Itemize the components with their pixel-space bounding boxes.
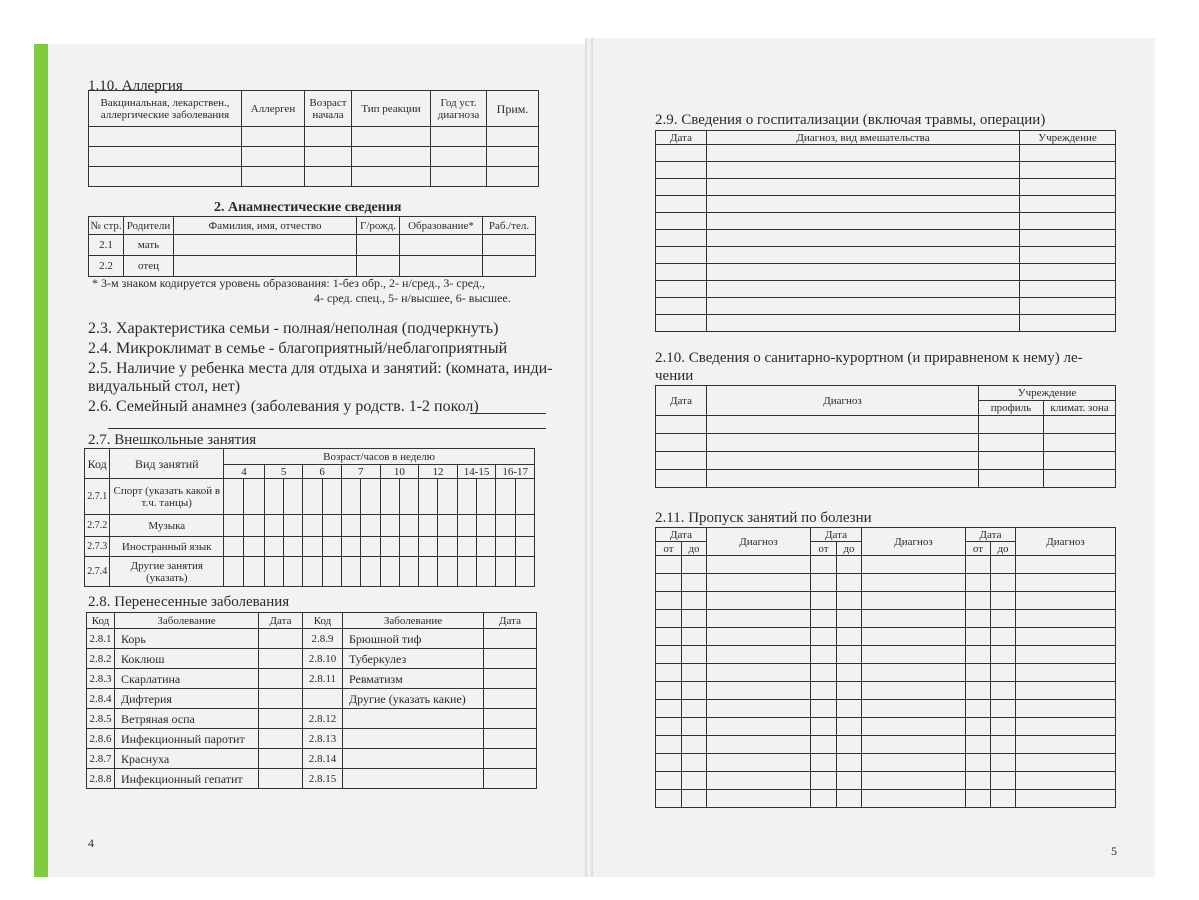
disease-code: 2.8.10	[303, 649, 343, 669]
table-row[interactable]	[656, 718, 1116, 736]
table-row[interactable]	[89, 127, 539, 147]
disease-code: 2.8.3	[87, 669, 115, 689]
extracurricular-table	[84, 448, 535, 587]
sanatorium-title-cont: чении	[655, 368, 694, 384]
education-footnote-cont: 4- сред. спец., 5- н/высшее, 6- высшее.	[314, 291, 511, 305]
disease-code: 2.8.4	[87, 689, 115, 709]
absence-date-header: Дата	[811, 528, 862, 542]
absence-from-header: от	[811, 542, 837, 556]
allergy-header-cell: Тип реакции	[352, 91, 431, 127]
table-row[interactable]	[656, 196, 1116, 213]
activity-code: 2.7.1	[85, 479, 110, 515]
disease-name: Инфекционный гепатит	[115, 769, 259, 789]
sanatorium-institution-header: Учреждение	[979, 386, 1116, 401]
rest-place-question: 2.5. Наличие у ребенка места для отдыха и занятий: (комната, инди-	[88, 360, 553, 377]
table-row[interactable]	[87, 629, 537, 649]
diseases-header-cell: Дата	[484, 613, 537, 629]
table-row[interactable]	[89, 147, 539, 167]
allergy-header-cell: Прим.	[487, 91, 539, 127]
table-row[interactable]	[656, 179, 1116, 196]
disease-code: 2.8.2	[87, 649, 115, 669]
disease-name: Туберкулез	[343, 649, 484, 669]
table-row[interactable]	[656, 452, 1116, 470]
activity-kind: Иностранный язык	[110, 537, 224, 557]
table-row[interactable]	[656, 772, 1116, 790]
sanatorium-profile-header: профиль	[979, 401, 1044, 416]
table-row[interactable]	[656, 298, 1116, 315]
age-cell: 12	[419, 465, 458, 479]
disease-code: 2.8.8	[87, 769, 115, 789]
table-row[interactable]	[656, 628, 1116, 646]
page-number: 5	[1111, 844, 1117, 858]
activity-kind: Другие занятия (указать)	[110, 557, 224, 587]
table-row[interactable]	[87, 729, 537, 749]
parent-label: отец	[124, 256, 174, 277]
book-gutter	[585, 38, 593, 877]
disease-name	[343, 709, 484, 729]
table-row[interactable]	[656, 556, 1116, 574]
table-row[interactable]	[89, 167, 539, 187]
table-row[interactable]	[656, 264, 1116, 281]
table-row[interactable]	[87, 689, 537, 709]
diseases-table	[86, 612, 537, 789]
family-anamnesis-line[interactable]	[470, 413, 546, 414]
family-characteristic: 2.3. Характеристика семьи - полная/неполная (подчеркнуть)	[88, 320, 499, 337]
sanatorium-title: 2.10. Сведения о санитарно-курортном (и приравненом к нему) ле-	[655, 350, 1083, 366]
disease-name: Скарлатина	[115, 669, 259, 689]
table-row[interactable]	[89, 235, 536, 256]
disease-name: Другие (указать какие)	[343, 689, 484, 709]
parent-label: мать	[124, 235, 174, 256]
table-row[interactable]	[656, 470, 1116, 488]
table-row[interactable]	[656, 315, 1116, 332]
family-microclimate: 2.4. Микроклимат в семье - благоприятный/неблагоприятный	[88, 340, 508, 357]
absence-to-header: до	[837, 542, 862, 556]
table-row[interactable]	[85, 515, 535, 537]
extracurricular-title: 2.7. Внешкольные занятия	[88, 432, 257, 448]
allergy-header-cell: Год уст. диагноза	[431, 91, 487, 127]
absence-date-header: Дата	[966, 528, 1016, 542]
table-row[interactable]	[656, 790, 1116, 808]
table-row[interactable]	[87, 709, 537, 729]
table-row[interactable]	[87, 749, 537, 769]
disease-name: Краснуха	[115, 749, 259, 769]
activity-code: 2.7.3	[85, 537, 110, 557]
allergy-header-cell: Аллерген	[242, 91, 305, 127]
age-cell: 16-17	[496, 465, 535, 479]
disease-name: Брюшной тиф	[343, 629, 484, 649]
disease-name: Корь	[115, 629, 259, 649]
age-cell: 4	[224, 465, 265, 479]
disease-name: Коклюш	[115, 649, 259, 669]
allergy-title: 1.10. Аллергия	[88, 78, 183, 94]
diseases-title: 2.8. Перенесенные заболевания	[88, 594, 290, 610]
disease-code: 2.8.6	[87, 729, 115, 749]
table-row[interactable]	[656, 682, 1116, 700]
allergy-table	[88, 90, 539, 187]
age-cell: 5	[264, 465, 303, 479]
diseases-header-cell: Заболевание	[343, 613, 484, 629]
anamnesis-header-cell: Фамилия, имя, отчество	[174, 217, 357, 235]
age-cell: 14-15	[457, 465, 496, 479]
family-anamnesis-line[interactable]	[108, 428, 546, 429]
code-header: Код	[85, 449, 110, 479]
hospitalization-title: 2.9. Сведения о госпитализации (включая травмы, операции)	[655, 112, 1046, 128]
absence-to-header: до	[991, 542, 1016, 556]
table-row[interactable]	[656, 664, 1116, 682]
right-page	[593, 38, 1155, 877]
age-header: Возраст/часов в неделю	[224, 449, 535, 465]
disease-code: 2.8.11	[303, 669, 343, 689]
allergy-header-cell: Вакцинальная, лекарствен., аллергические заболевания	[89, 91, 242, 127]
disease-code: 2.8.1	[87, 629, 115, 649]
hosp-header-cell: Диагноз, вид вмешательства	[707, 131, 1020, 145]
table-row[interactable]	[656, 162, 1116, 179]
anamnesis-header-cell: Г/рожд.	[357, 217, 400, 235]
table-row[interactable]	[85, 557, 535, 587]
sanatorium-table	[655, 385, 1116, 488]
table-row[interactable]	[656, 247, 1116, 264]
sanatorium-date-header: Дата	[656, 386, 707, 416]
table-row[interactable]	[87, 649, 537, 669]
table-row[interactable]	[87, 769, 537, 789]
disease-name: Инфекционный паротит	[115, 729, 259, 749]
table-row[interactable]	[656, 434, 1116, 452]
notebook-spine-green	[34, 44, 48, 877]
diseases-header-cell: Заболевание	[115, 613, 259, 629]
row-number: 2.2	[89, 256, 124, 277]
absence-from-header: от	[966, 542, 991, 556]
absence-diagnosis-header: Диагноз	[707, 528, 811, 556]
page-number: 4	[88, 836, 94, 850]
table-row[interactable]	[656, 646, 1116, 664]
table-row[interactable]	[656, 592, 1116, 610]
disease-name	[343, 749, 484, 769]
hosp-header-cell: Дата	[656, 131, 707, 145]
absence-title: 2.11. Пропуск занятий по болезни	[655, 510, 872, 526]
table-row[interactable]	[656, 754, 1116, 772]
disease-code: 2.8.7	[87, 749, 115, 769]
disease-name	[343, 769, 484, 789]
activity-code: 2.7.2	[85, 515, 110, 537]
diseases-header-cell: Дата	[259, 613, 303, 629]
hosp-header-cell: Учреждение	[1020, 131, 1116, 145]
table-row[interactable]	[656, 213, 1116, 230]
anamnesis-header-cell: Родители	[124, 217, 174, 235]
table-row[interactable]	[89, 256, 536, 277]
absence-to-header: до	[682, 542, 707, 556]
disease-code: 2.8.9	[303, 629, 343, 649]
diseases-header-cell: Код	[303, 613, 343, 629]
table-row[interactable]	[656, 230, 1116, 247]
anamnesis-header-cell: Раб./тел.	[483, 217, 536, 235]
disease-code: 2.8.13	[303, 729, 343, 749]
absence-from-header: от	[656, 542, 682, 556]
sanatorium-diagnosis-header: Диагноз	[707, 386, 979, 416]
activity-kind: Музыка	[110, 515, 224, 537]
kind-header: Вид занятий	[110, 449, 224, 479]
disease-name: Ветряная оспа	[115, 709, 259, 729]
disease-code	[303, 689, 343, 709]
diseases-header-cell: Код	[87, 613, 115, 629]
table-row[interactable]	[656, 145, 1116, 162]
activity-code: 2.7.4	[85, 557, 110, 587]
activity-kind: Спорт (указать какой в т.ч. танцы)	[110, 479, 224, 515]
disease-code: 2.8.15	[303, 769, 343, 789]
age-cell: 6	[303, 465, 342, 479]
disease-name: Ревматизм	[343, 669, 484, 689]
hospitalization-table	[655, 130, 1116, 332]
absence-table	[655, 527, 1116, 808]
table-row[interactable]	[656, 700, 1116, 718]
absence-diagnosis-header: Диагноз	[862, 528, 966, 556]
table-row[interactable]	[87, 669, 537, 689]
table-row[interactable]	[85, 537, 535, 557]
anamnesis-table	[88, 216, 536, 277]
anamnesis-title: 2. Анамнестические сведения	[214, 200, 402, 215]
table-row[interactable]	[656, 574, 1116, 592]
allergy-header-cell: Возраст начала	[305, 91, 352, 127]
disease-code: 2.8.5	[87, 709, 115, 729]
disease-code: 2.8.14	[303, 749, 343, 769]
table-row[interactable]	[656, 416, 1116, 434]
education-footnote: * 3-м знаком кодируется уровень образования: 1-без обр., 2- н/сред., 3- сред.,	[92, 276, 485, 290]
anamnesis-header-cell: Образование*	[400, 217, 483, 235]
rest-place-question-cont: видуальный стол, нет)	[88, 378, 241, 395]
disease-name: Дифтерия	[115, 689, 259, 709]
family-anamnesis: 2.6. Семейный анамнез (заболевания у родств. 1-2 покол)	[88, 398, 479, 415]
table-row[interactable]	[656, 610, 1116, 628]
sanatorium-climate-header: климат. зона	[1044, 401, 1116, 416]
anamnesis-header-cell: № стр.	[89, 217, 124, 235]
table-row[interactable]	[656, 736, 1116, 754]
left-page	[48, 44, 585, 877]
table-row[interactable]	[85, 479, 535, 515]
age-cell: 10	[380, 465, 419, 479]
absence-diagnosis-header: Диагноз	[1016, 528, 1116, 556]
absence-date-header: Дата	[656, 528, 707, 542]
row-number: 2.1	[89, 235, 124, 256]
table-row[interactable]	[656, 281, 1116, 298]
disease-code: 2.8.12	[303, 709, 343, 729]
age-cell: 7	[341, 465, 380, 479]
disease-name	[343, 729, 484, 749]
